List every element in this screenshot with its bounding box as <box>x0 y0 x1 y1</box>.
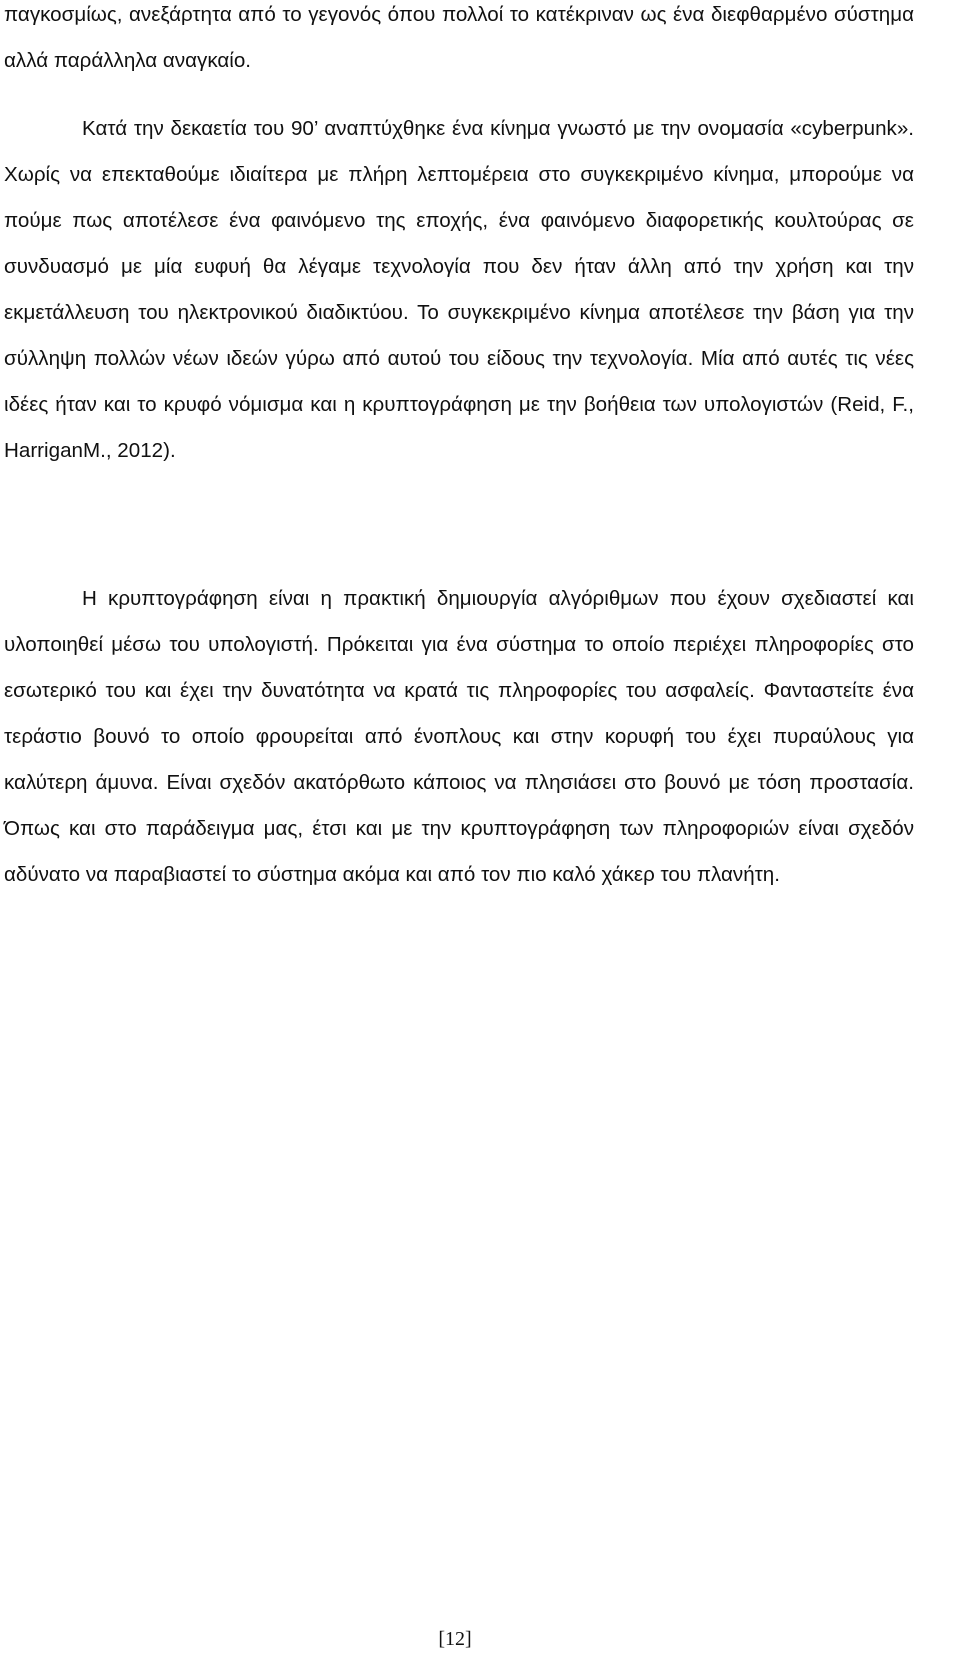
paragraph-cryptography: Η κρυπτογράφηση είναι η πρακτική δημιουργία αλγόριθμων που έχουν σχεδιαστεί και υλοποιηθεί μέσω του υπολογιστή. Πρόκειται για ένα σύστημα το οποίο περιέχει πληροφορίες στο εσωτερικό του και έχει την δυνατότητα να κρατά τις πληροφορίες του ασφαλείς. Φανταστείτε ένα τεράστιο βουνό το οποίο φρουρείται από ένοπλους και στην κορυφή του έχει πυραύλους για καλύτερη άμυνα. Είναι σχεδόν ακατόρθωτο κάποιος να πλησιάσει στο βουνό με τόση προστασία. Όπως και στο παράδειγμα μας, έτσι και με την κρυπτογράφηση των πληροφοριών είναι σχεδόν αδύνατο να παραβιαστεί το σύστημα ακόμα και από τον πιο καλό χάκερ του πλανήτη. <box>4 587 914 886</box>
paragraph-continued: παγκοσμίως, ανεξάρτητα από το γεγονός όπου πολλοί το κατέκριναν ως ένα διεφθαρμένο σύστημα αλλά παράλληλα αναγκαίο. <box>4 3 914 72</box>
page-number: [12] <box>438 1628 472 1650</box>
paragraph-cyberpunk: Κατά την δεκαετία του 90’ αναπτύχθηκε ένα κίνημα γνωστό με την ονομασία «cyberpunk». Χωρίς να επεκταθούμε ιδιαίτερα με πλήρη λεπτομέρεια στο συγκεκριμένο κίνημα, μπορούμε να πούμε πως αποτέλεσε ένα φαινόμενο της εποχής, ένα φαινόμενο διαφορετικής κουλτούρας σε συνδυασμό με μία ευφυή θα λέγαμε τεχνολογία που δεν ήταν άλλη από την χρήση και την εκμετάλλευση του ηλεκτρονικού διαδικτύου. Το συγκεκριμένο κίνημα αποτέλεσε την βάση για την σύλληψη πολλών νέων ιδεών γύρω από αυτού του είδους την τεχνολογία. Μία από αυτές τις νέες ιδέες ήταν και το κρυφό νόμισμα και η κρυπτογράφηση με την βοήθεια των υπολογιστών (Reid, F., HarriganM., 2012). <box>4 117 914 462</box>
